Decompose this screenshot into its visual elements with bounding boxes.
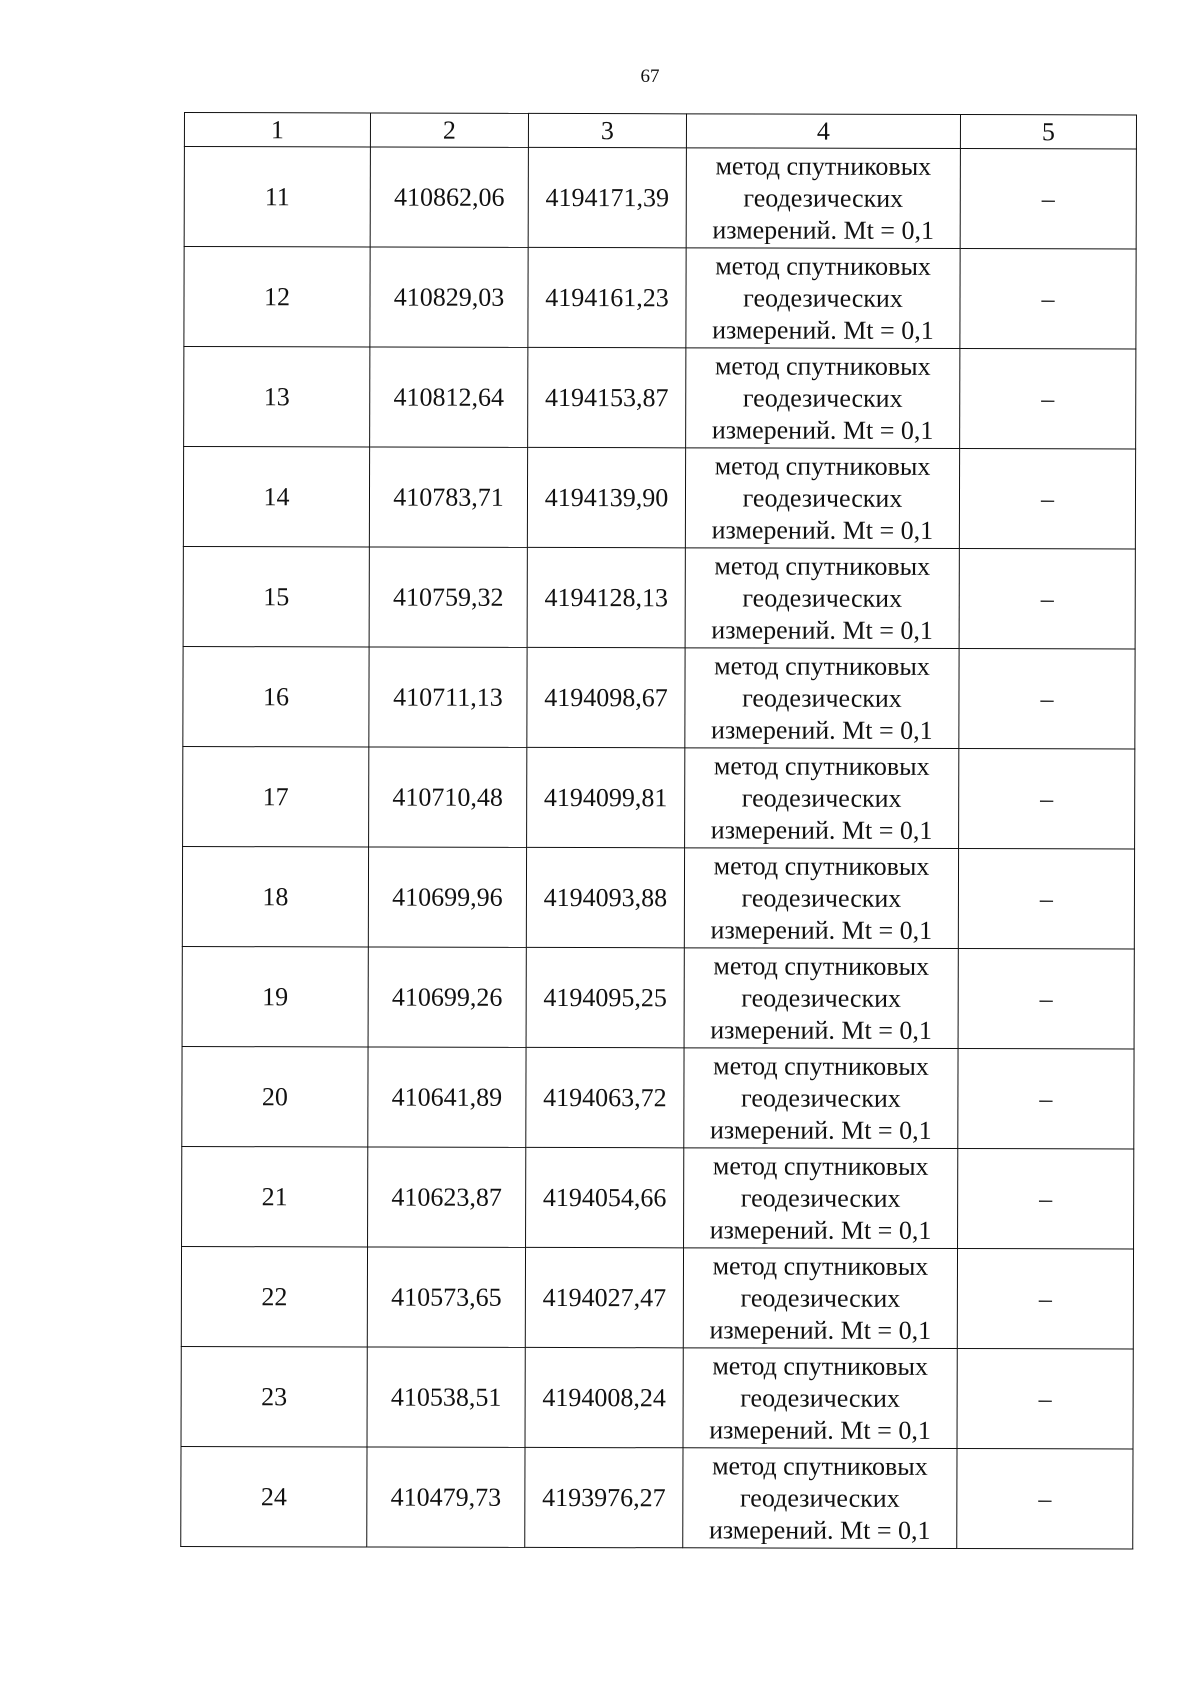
method-cell [683,1448,957,1549]
method-line: измерений. Mt = 0,1 [708,1514,931,1545]
coordinate-x-cell: 410538,51 [367,1347,525,1447]
point-number-cell: 13 [184,347,370,447]
method-line: измерений. Mt = 0,1 [711,614,933,645]
coordinate-y-cell: 4194161,23 [528,247,686,347]
method-cell [685,448,959,549]
method-line: метод спутниковых [714,350,931,381]
coordinate-y-cell: 4194099,81 [527,747,685,847]
method-line: метод спутниковых [712,1150,929,1181]
method-line: измерений. Mt = 0,1 [709,1414,931,1445]
coordinate-y-cell: 4194054,66 [526,1147,684,1247]
method-line: метод спутниковых [712,1350,929,1381]
note-cell: – [957,1449,1133,1549]
method-line: геодезических [740,1382,901,1413]
table-row [184,247,1136,349]
column-header-1: 1 [184,113,370,147]
coordinate-y-cell: 4194098,67 [527,647,685,747]
method-line: измерений. Mt = 0,1 [709,1114,932,1145]
method-cell [686,248,960,349]
method-line: измерений. Mt = 0,1 [712,214,935,245]
coordinate-y-cell: 4194128,13 [527,547,685,647]
coordinates-table [180,112,1137,1549]
table-row [182,1046,1134,1148]
note-cell: – [959,749,1135,849]
coordinate-x-cell: 410710,48 [369,747,527,847]
point-number-cell: 20 [182,1046,368,1146]
method-line: измерений. Mt = 0,1 [711,514,934,545]
coordinate-x-cell: 410623,87 [368,1147,526,1247]
method-cell [685,748,959,849]
coordinate-y-cell: 4194095,25 [526,947,684,1047]
coordinate-x-cell: 410783,71 [369,447,527,547]
column-header-2: 2 [370,113,528,147]
column-header-3: 3 [528,113,686,147]
note-cell: – [958,1049,1134,1149]
note-cell: – [958,949,1134,1049]
coordinate-y-cell: 4194027,47 [525,1247,683,1347]
method-line: геодезических [740,1182,901,1213]
method-line: метод спутниковых [715,150,932,181]
coordinate-x-cell: 410573,65 [367,1247,525,1347]
method-line: измерений. Mt = 0,1 [710,814,933,845]
table-row [184,347,1136,449]
method-line: измерений. Mt = 0,1 [709,1214,932,1245]
note-cell: – [960,349,1136,449]
method-cell [686,148,960,249]
coordinate-x-cell: 410829,03 [370,247,528,347]
point-number-cell: 22 [181,1246,367,1346]
table-row [182,1146,1134,1248]
method-line: геодезических [741,882,902,913]
table-row [183,546,1135,648]
point-number-cell: 11 [184,147,370,247]
point-number-cell: 19 [182,946,368,1046]
table-row [184,147,1136,249]
note-cell: – [959,449,1135,549]
method-line: метод спутниковых [712,1250,929,1281]
method-line: метод спутниковых [713,1050,929,1081]
coordinate-x-cell: 410479,73 [367,1447,525,1547]
method-line: измерений. Mt = 0,1 [711,714,933,745]
method-line: метод спутниковых [715,250,931,281]
table-row [181,1446,1133,1548]
method-line: геодезических [739,1482,900,1513]
method-line: метод спутниковых [713,750,930,781]
coordinate-x-cell: 410711,13 [369,647,527,747]
method-line: метод спутниковых [714,650,930,681]
method-cell [684,948,958,1049]
coordinate-y-cell: 4193976,27 [525,1447,683,1547]
method-line: метод спутниковых [712,1450,928,1481]
column-header-4: 4 [686,114,960,149]
note-cell: – [960,149,1136,249]
method-line: метод спутниковых [713,950,930,981]
method-line: измерений. Mt = 0,1 [711,414,934,445]
method-line: геодезических [742,582,903,613]
method-line: геодезических [743,282,903,313]
coordinate-x-cell: 410699,26 [368,947,526,1047]
note-cell: – [958,849,1134,949]
page-number: 67 [640,66,660,87]
coordinate-x-cell: 410759,32 [369,547,527,647]
method-line: геодезических [743,182,904,213]
method-line: геодезических [740,1282,901,1313]
point-number-cell: 12 [184,247,370,347]
coordinate-y-cell: 4194171,39 [528,147,686,247]
point-number-cell: 18 [182,846,368,946]
coordinate-y-cell: 4194008,24 [525,1347,683,1447]
method-line: геодезических [741,782,902,813]
table-body [181,147,1137,1549]
coordinate-y-cell: 4194063,72 [526,1047,684,1147]
method-line: метод спутниковых [713,850,930,881]
table-row [181,1346,1133,1448]
method-cell [683,1348,957,1449]
point-number-cell: 24 [181,1446,367,1546]
table-row [183,746,1135,848]
method-line: измерений. Mt = 0,1 [709,1314,932,1345]
table-row [183,646,1135,748]
method-line: метод спутниковых [714,550,931,581]
method-line: геодезических [741,1082,901,1113]
column-header-5: 5 [960,115,1136,149]
method-cell [686,348,960,449]
method-line: геодезических [742,682,902,713]
note-cell: – [960,249,1136,349]
note-cell: – [958,1149,1134,1249]
coordinate-x-cell: 410862,06 [370,147,528,247]
table-header-row [184,113,1136,149]
table-row [182,946,1134,1048]
method-cell [684,1148,958,1249]
table-row [181,1246,1133,1348]
note-cell: – [959,649,1135,749]
coordinate-y-cell: 4194139,90 [527,447,685,547]
method-line: измерений. Mt = 0,1 [710,1014,932,1045]
point-number-cell: 15 [183,546,369,646]
note-cell: – [957,1349,1133,1449]
method-cell [685,548,959,649]
method-line: геодезических [742,382,903,413]
method-line: геодезических [742,482,903,513]
method-cell [685,648,959,749]
note-cell: – [959,549,1135,649]
coordinate-x-cell: 410641,89 [368,1047,526,1147]
method-line: измерений. Mt = 0,1 [710,914,933,945]
method-cell [684,1048,958,1149]
coordinate-x-cell: 410812,64 [370,347,528,447]
point-number-cell: 21 [182,1146,368,1246]
table-row [183,447,1135,549]
coordinate-y-cell: 4194153,87 [528,347,686,447]
method-line: геодезических [741,982,902,1013]
method-line: измерений. Mt = 0,1 [712,314,934,345]
point-number-cell: 17 [183,746,369,846]
coordinate-y-cell: 4194093,88 [526,847,684,947]
method-line: метод спутниковых [714,450,931,481]
point-number-cell: 14 [183,447,369,547]
method-cell [683,1248,957,1349]
note-cell: – [957,1249,1133,1349]
method-cell [684,848,958,949]
coordinate-x-cell: 410699,96 [368,847,526,947]
point-number-cell: 23 [181,1346,367,1446]
table-row [182,846,1134,948]
point-number-cell: 16 [183,646,369,746]
